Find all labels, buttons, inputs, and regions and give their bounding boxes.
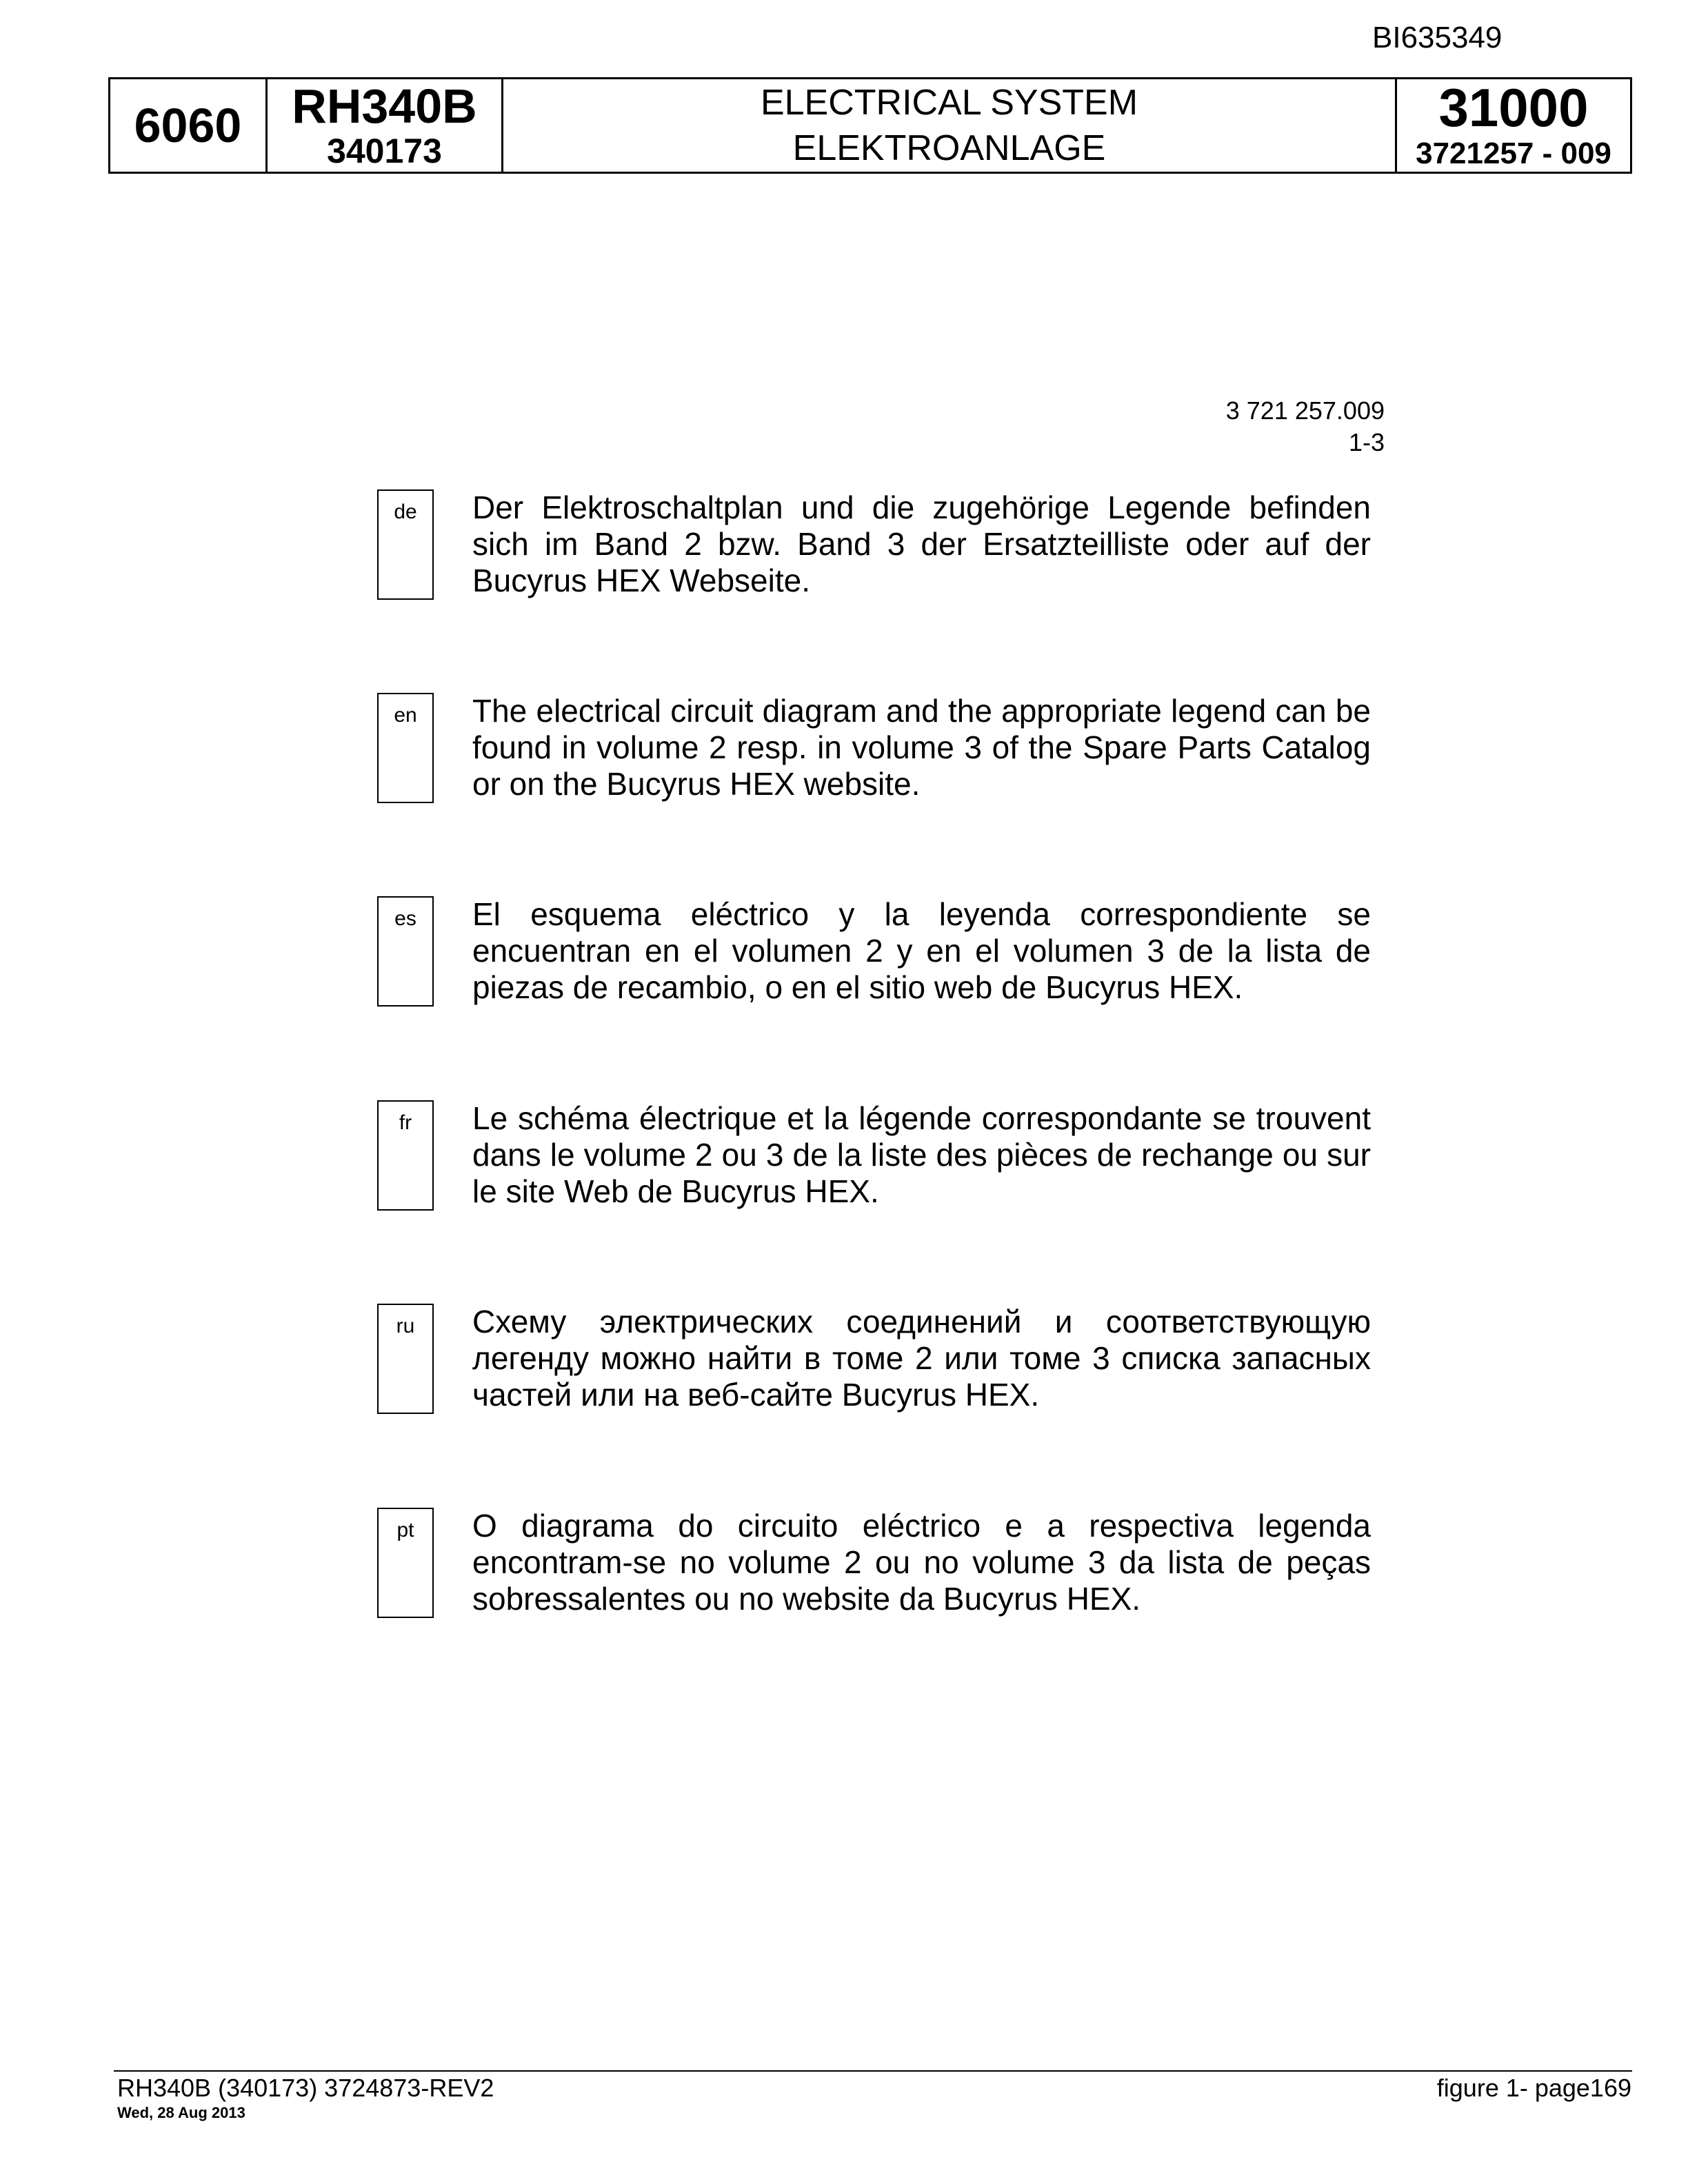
language-code-box: ru — [377, 1304, 434, 1414]
language-text: The electrical circuit diagram and the appropriate legend can be found in volume 2 resp. in volume 3 of the Spare Parts Catalog or on the Bucyrus HEX website. — [472, 693, 1371, 802]
footer-document-info: RH340B (340173) 3724873-REV2 — [117, 2074, 494, 2102]
footer-page-info: figure 1- page169 — [1436, 2074, 1631, 2102]
document-id: BI635349 — [1372, 21, 1503, 54]
reference-pages: 1-3 — [1348, 428, 1385, 456]
language-text: O diagrama do circuito eléctrico e a respectiva legenda encontram-se no volume 2 ou no volume 3 da lista de peças sobressalentes ou no website da Bucyrus HEX. — [472, 1508, 1371, 1617]
language-block-fr — [377, 1100, 1372, 1213]
group-number-cell — [110, 79, 268, 172]
language-block-de — [377, 489, 1372, 603]
section-number: 31000 — [1438, 77, 1589, 138]
title-german: ELEKTROANLAGE — [792, 128, 1106, 168]
footer-divider — [114, 2070, 1632, 2072]
model-name: RH340B — [292, 79, 477, 133]
language-text: El esquema eléctrico y la leyenda correspondiente se encuentran en el volumen 2 y en el volumen 3 de la lista de piezas de recambio, o en el sitio web de Bucyrus HEX. — [472, 896, 1371, 1005]
language-block-en — [377, 693, 1372, 806]
header-table — [108, 77, 1632, 174]
language-code-box: es — [377, 896, 434, 1007]
language-code-box: pt — [377, 1508, 434, 1618]
footer-date: Wed, 28 Aug 2013 — [117, 2104, 245, 2121]
language-block-pt — [377, 1508, 1372, 1621]
document-reference: 3721257 - 009 — [1416, 136, 1611, 170]
language-text: Схему электрических соединений и соответствующую легенду можно найти в томе 2 или томе 3 списка запасных частей или на веб-сайте Bucyrus HEX. — [472, 1304, 1371, 1413]
reference-number: 3 721 257.009 — [1225, 396, 1385, 425]
language-block-es — [377, 896, 1372, 1009]
model-cell — [268, 79, 503, 172]
language-block-ru — [377, 1304, 1372, 1417]
serial-number: 340173 — [327, 132, 442, 170]
title-english: ELECTRICAL SYSTEM — [760, 83, 1138, 123]
title-cell — [503, 79, 1397, 172]
language-code-box: fr — [377, 1100, 434, 1211]
language-text: Le schéma électrique et la légende correspondante se trouvent dans le volume 2 ou 3 de la liste des pièces de rechange ou sur le site Web de Bucyrus HEX. — [472, 1100, 1371, 1209]
language-code-box: en — [377, 693, 434, 803]
reference-block — [1226, 395, 1385, 458]
section-cell — [1397, 79, 1630, 172]
language-code-box: de — [377, 489, 434, 600]
group-number: 6060 — [134, 99, 242, 152]
language-text: Der Elektroschaltplan und die zugehörige Legende befinden sich im Band 2 bzw. Band 3 der Ersatzteilliste oder auf der Bucyrus HEX Webseite. — [472, 489, 1371, 598]
